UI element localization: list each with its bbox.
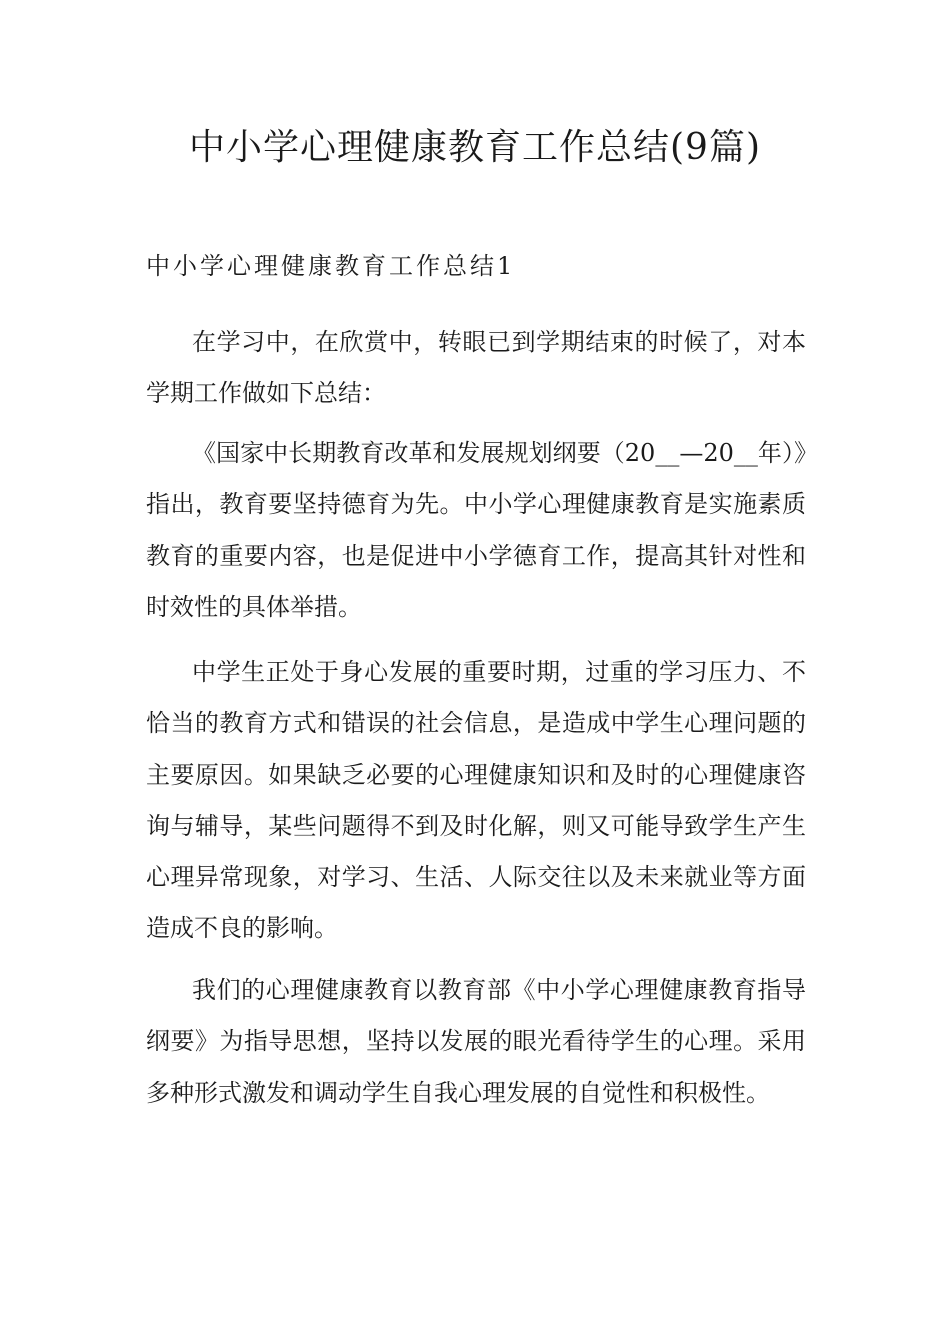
paragraph-4: 我们的心理健康教育以教育部《中小学心理健康教育指导纲要》为指导思想，坚持以发展的眼光看待学生的心理。采用多种形式激发和调动学生自我心理发展的自觉性和积极性。 [146,976,806,1107]
paragraph-1: 在学习中，在欣赏中，转眼已到学期结束的时候了，对本学期工作做如下总结： [146,328,806,408]
paragraph-3: 中学生正处于身心发展的重要时期，过重的学习压力、不恰当的教育方式和错误的社会信息，是造成中学生心理问题的主要原因。如果缺乏必要的心理健康知识和及时的心理健康咨询与辅导，某些问题得不到及时化解，则又可能导致学生产生心理异常现象，对学习、生活、人际交往以及未来就业等方面造成不良的影响。 [146,658,806,943]
paragraph-2: 《国家中长期教育改革和发展规划纲要（20__—20__年）》指出，教育要坚持德育为先。中小学心理健康教育是实施素质教育的重要内容，也是促进中小学德育工作，提高其针对性和时效性的具体举措。 [146,439,806,621]
section-heading: 中小学心理健康教育工作总结1 [146,252,516,280]
document-title: 中小学心理健康教育工作总结(9篇) [189,127,761,168]
